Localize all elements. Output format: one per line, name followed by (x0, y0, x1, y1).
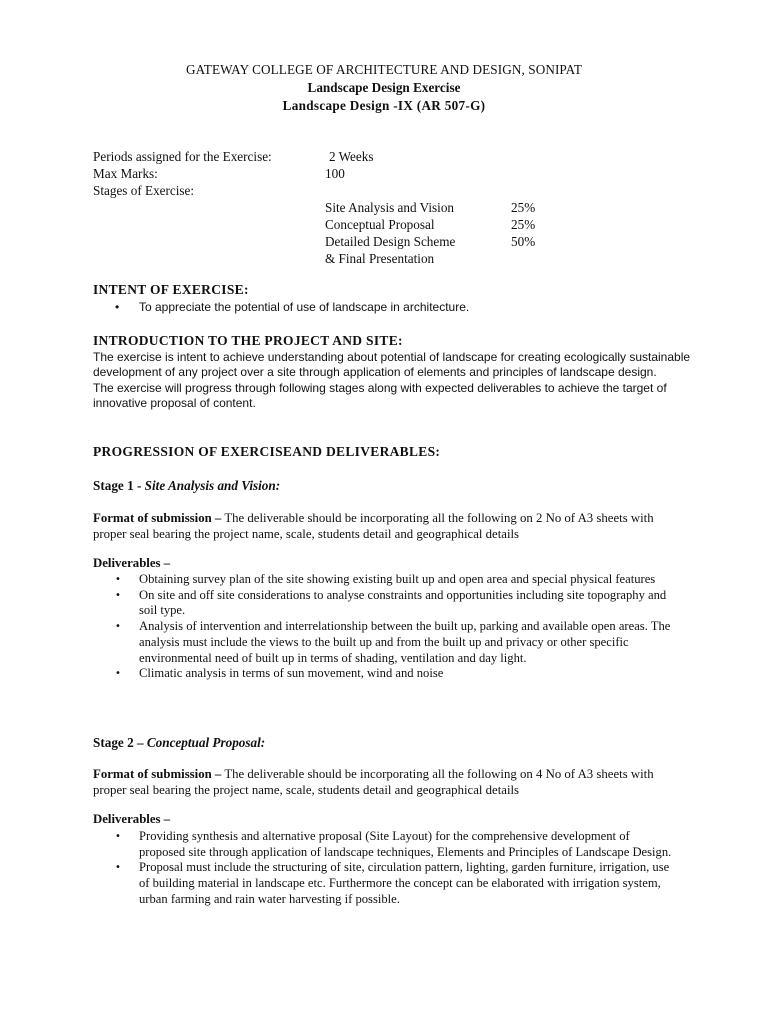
stage2-title (93, 735, 265, 751)
marks-value: 100 (325, 166, 345, 181)
stage2-label: Stage 2 – (93, 735, 144, 750)
bullet-icon: • (115, 300, 120, 314)
list-item: • Providing synthesis and alternative proposal (Site Layout) for the comprehensive development of proposed site through application of landscape techniques, Elements and Principles of Landscape Design. (115, 829, 672, 859)
intro-text (93, 350, 693, 412)
list-item: • To appreciate the potential of use of landscape in architecture. (115, 300, 470, 314)
bullet-icon: • (115, 574, 121, 585)
bullet-icon: • (115, 668, 121, 680)
stage1-name: Site Analysis and Vision: (144, 478, 281, 493)
bullet-icon: • (115, 862, 121, 874)
stage-name: Conceptual Proposal (325, 217, 435, 232)
stage2-deliverables-list (93, 829, 673, 908)
intent-list (93, 300, 673, 315)
stages-label: Stages of Exercise: (93, 183, 195, 198)
format-text: The deliverable should be incorporating all the following on 4 No of A3 sheets with proper seal bearing the project name, scale, students detail and geographical details (93, 767, 654, 797)
stage2-deliverables-label: Deliverables – (93, 812, 171, 826)
exercise-info (93, 148, 536, 267)
intro-heading: INTRODUCTION TO THE PROJECT AND SITE: (93, 333, 403, 348)
list-item: • Proposal must include the structuring of site, circulation pattern, lighting, garden furniture, irrigation, use of building material in landscape etc. Furthermore the concept can be elaborated with irrigation system, urban farming and rain water harvesting if possible. (115, 860, 670, 906)
format-text: The deliverable should be incorporating all the following on 2 No of A3 sheets with proper seal bearing the project name, scale, students detail and geographical details (93, 511, 654, 541)
stage-percent: 25% (511, 200, 536, 215)
stage1-format (93, 510, 673, 542)
stage1-title (93, 478, 280, 494)
stage-name: & Final Presentation (325, 251, 435, 266)
bullet-icon: • (115, 831, 121, 842)
stage2-name: Conceptual Proposal: (146, 735, 266, 750)
list-item: • Climatic analysis in terms of sun movement, wind and noise (115, 666, 444, 681)
intro-paragraph: The exercise is intent to achieve understanding about potential of landscape for creating ecologically sustainable development of any project over a site through application of elements and principles of landscape design. (93, 350, 691, 380)
stage1-label: Stage 1 - (93, 478, 142, 493)
marks-label: Max Marks: (93, 166, 158, 181)
bullet-icon: • (115, 589, 121, 601)
list-item: • On site and off site considerations to analyse constraints and opportunities including site topography and soil type. (115, 587, 667, 618)
intent-heading: INTENT OF EXERCISE: (93, 282, 249, 297)
document-header (0, 61, 768, 115)
exercise-title: Landscape Design Exercise (307, 80, 461, 95)
stage1-deliverables-list (93, 572, 673, 682)
bullet-icon: • (115, 621, 121, 633)
periods-value: 2 Weeks (329, 149, 374, 164)
stage2-format (93, 766, 673, 798)
intro-paragraph: The exercise will progress through following stages along with expected deliverables to achieve the target of innovative proposal of content. (93, 380, 667, 411)
stage-percent: 50% (511, 234, 536, 249)
stage-name: Detailed Design Scheme (325, 234, 456, 249)
list-item: • Obtaining survey plan of the site showing existing built up and open area and special physical features (115, 572, 656, 586)
format-label: Format of submission – (93, 767, 222, 781)
format-label: Format of submission – (93, 511, 222, 525)
list-item: • Analysis of intervention and interrelationship between the built up, parking and available open areas. The analysis must include the views to the built up and from the built up and privacy or other specific environmental need of built up in terms of shading, ventilation and day light. (115, 619, 671, 665)
periods-label: Periods assigned for the Exercise: (93, 149, 272, 164)
stage-name: Site Analysis and Vision (325, 200, 455, 215)
stage-percent: 25% (511, 217, 536, 232)
progression-heading: PROGRESSION OF EXERCISEAND DELIVERABLES: (93, 444, 441, 459)
stage1-deliverables-label: Deliverables – (93, 556, 171, 570)
course-title: Landscape Design -IX (AR 507-G) (282, 98, 486, 113)
college-name: GATEWAY COLLEGE OF ARCHITECTURE AND DESIGN, SONIPAT (186, 62, 582, 77)
